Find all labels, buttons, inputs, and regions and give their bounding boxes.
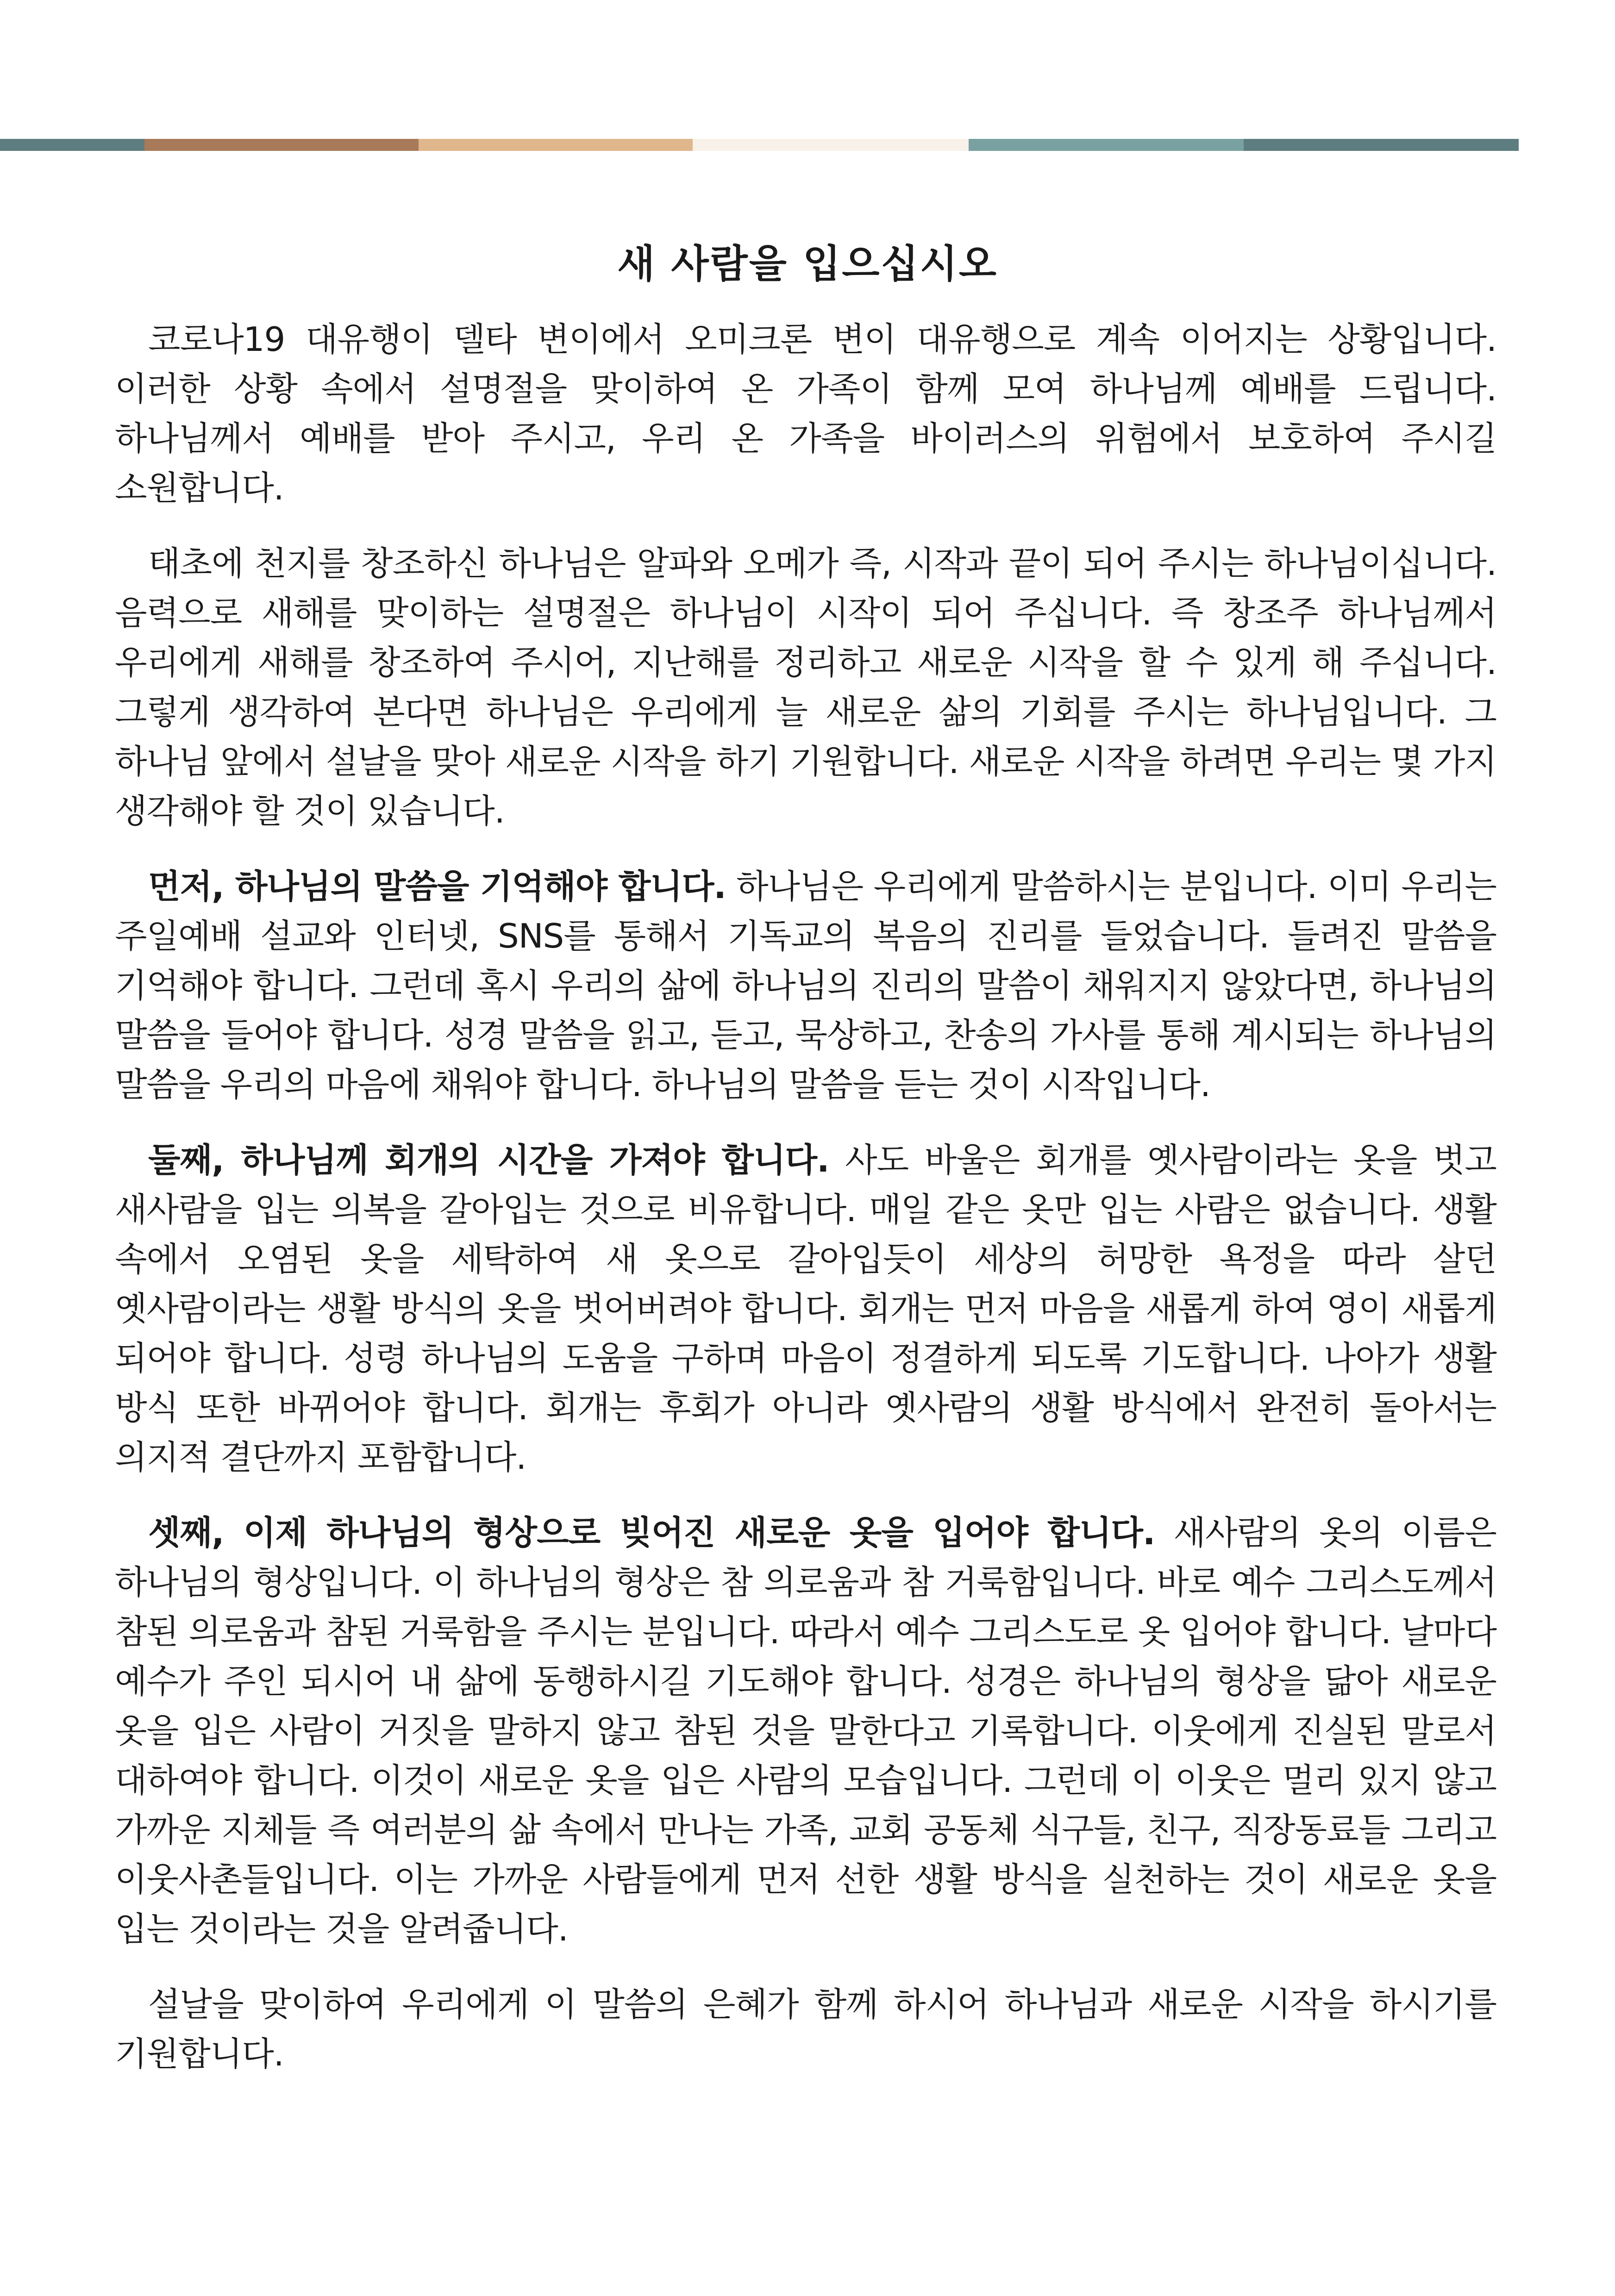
decorative-color-bar bbox=[0, 139, 1519, 151]
document-body bbox=[115, 315, 1496, 2105]
paragraph-3 bbox=[115, 862, 1496, 1110]
paragraph-5 bbox=[115, 1508, 1496, 1954]
paragraph-text: 코로나19 대유행이 델타 변이에서 오미크론 변이 대유행으로 계속 이어지는 상황입니다. 이러한 상황 속에서 설명절을 맞이하여 온 가족이 함께 모여 하나님께 예배를 드립니다. 하나님께서 예배를 받아 주시고, 우리 온 가족을 바이러스의 위험에서 보호하여 주시길 소원합니다. bbox=[115, 320, 1496, 507]
paragraph-lead: 셋째, 이제 하나님의 형상으로 빚어진 새로운 옷을 입어야 합니다. bbox=[148, 1513, 1155, 1552]
color-bar-segment bbox=[419, 139, 693, 151]
paragraph-text: 사도 바울은 회개를 옛사람이라는 옷을 벗고 새사람을 입는 의복을 갈아입는 것으로 비유합니다. 매일 같은 옷만 입는 사람은 없습니다. 생활 속에서 오염된 옷을 세탁하여 새 옷으로 갈아입듯이 세상의 허망한 욕정을 따라 살던 옛사람이라는 생활 방식의 옷을 벗어버려야 합니다. 회개는 먼저 마음을 새롭게 하여 영이 새롭게 되어야 합니다. 성령 하나님의 도움을 구하며 마음이 정결하게 되도록 기도합니다. 나아가 생활 방식 또한 바뀌어야 합니다. 회개는 후회가 아니라 옛사람의 생활 방식에서 완전히 돌아서는 의지적 결단까지 포함합니다. bbox=[115, 1141, 1496, 1477]
paragraph-lead: 둘째, 하나님께 회개의 시간을 가져야 합니다. bbox=[148, 1141, 829, 1179]
paragraph-text: 새사람의 옷의 이름은 하나님의 형상입니다. 이 하나님의 형상은 참 의로움과 참 거룩함입니다. 바로 예수 그리스도께서 참된 의로움과 참된 거룩함을 주시는 분입니다. 따라서 예수 그리스도로 옷 입어야 합니다. 날마다 예수가 주인 되시어 내 삶에 동행하시길 기도해야 합니다. 성경은 하나님의 형상을 닮아 새로운 옷을 입은 사람이 거짓을 말하지 않고 참된 것을 말한다고 기록합니다. 이웃에게 진실된 말로서 대하여야 합니다. 이것이 새로운 옷을 입은 사람의 모습입니다. 그런데 이 이웃은 멀리 있지 않고 가까운 지체들 즉 여러분의 삶 속에서 만나는 가족, 교회 공동체 식구들, 친구, 직장동료들 그리고 이웃사촌들입니다. 이는 가까운 사람들에게 먼저 선한 생활 방식을 실천하는 것이 새로운 옷을 입는 것이라는 것을 알려줍니다. bbox=[115, 1513, 1496, 1948]
paragraph-1 bbox=[115, 315, 1496, 513]
paragraph-2 bbox=[115, 539, 1496, 836]
paragraph-lead: 먼저, 하나님의 말씀을 기억해야 합니다. bbox=[148, 867, 726, 906]
paragraph-text: 태초에 천지를 창조하신 하나님은 알파와 오메가 즉, 시작과 끝이 되어 주시는 하나님이십니다. 음력으로 새해를 맞이하는 설명절은 하나님이 시작이 되어 주십니다. 즉 창조주 하나님께서 우리에게 새해를 창조하여 주시어, 지난해를 정리하고 새로운 시작을 할 수 있게 해 주십니다. 그렇게 생각하여 본다면 하나님은 우리에게 늘 새로운 삶의 기회를 주시는 하나님입니다. 그 하나님 앞에서 설날을 맞아 새로운 시작을 하기 기원합니다. 새로운 시작을 하려면 우리는 몇 가지 생각해야 할 것이 있습니다. bbox=[115, 544, 1496, 830]
paragraph-6 bbox=[115, 1980, 1496, 2079]
paragraph-text: 설날을 맞이하여 우리에게 이 말씀의 은혜가 함께 하시어 하나님과 새로운 시작을 하시기를 기원합니다. bbox=[115, 1985, 1496, 2073]
color-bar-segment bbox=[144, 139, 419, 151]
paragraph-4 bbox=[115, 1136, 1496, 1482]
color-bar-segment bbox=[693, 139, 969, 151]
paragraph-text: 하나님은 우리에게 말씀하시는 분입니다. 이미 우리는 주일예배 설교와 인터넷, SNS를 통해서 기독교의 복음의 진리를 들었습니다. 들려진 말씀을 기억해야 합니다. 그런데 혹시 우리의 삶에 하나님의 진리의 말씀이 채워지지 않았다면, 하나님의 말씀을 들어야 합니다. 성경 말씀을 읽고, 듣고, 묵상하고, 찬송의 가사를 통해 계시되는 하나님의 말씀을 우리의 마음에 채워야 합니다. 하나님의 말씀을 듣는 것이 시작입니다. bbox=[115, 867, 1496, 1104]
color-bar-segment bbox=[969, 139, 1244, 151]
color-bar-segment bbox=[1244, 139, 1519, 151]
color-bar-segment bbox=[0, 139, 144, 151]
document-title: 새 사람을 입으십시오 bbox=[617, 241, 998, 287]
